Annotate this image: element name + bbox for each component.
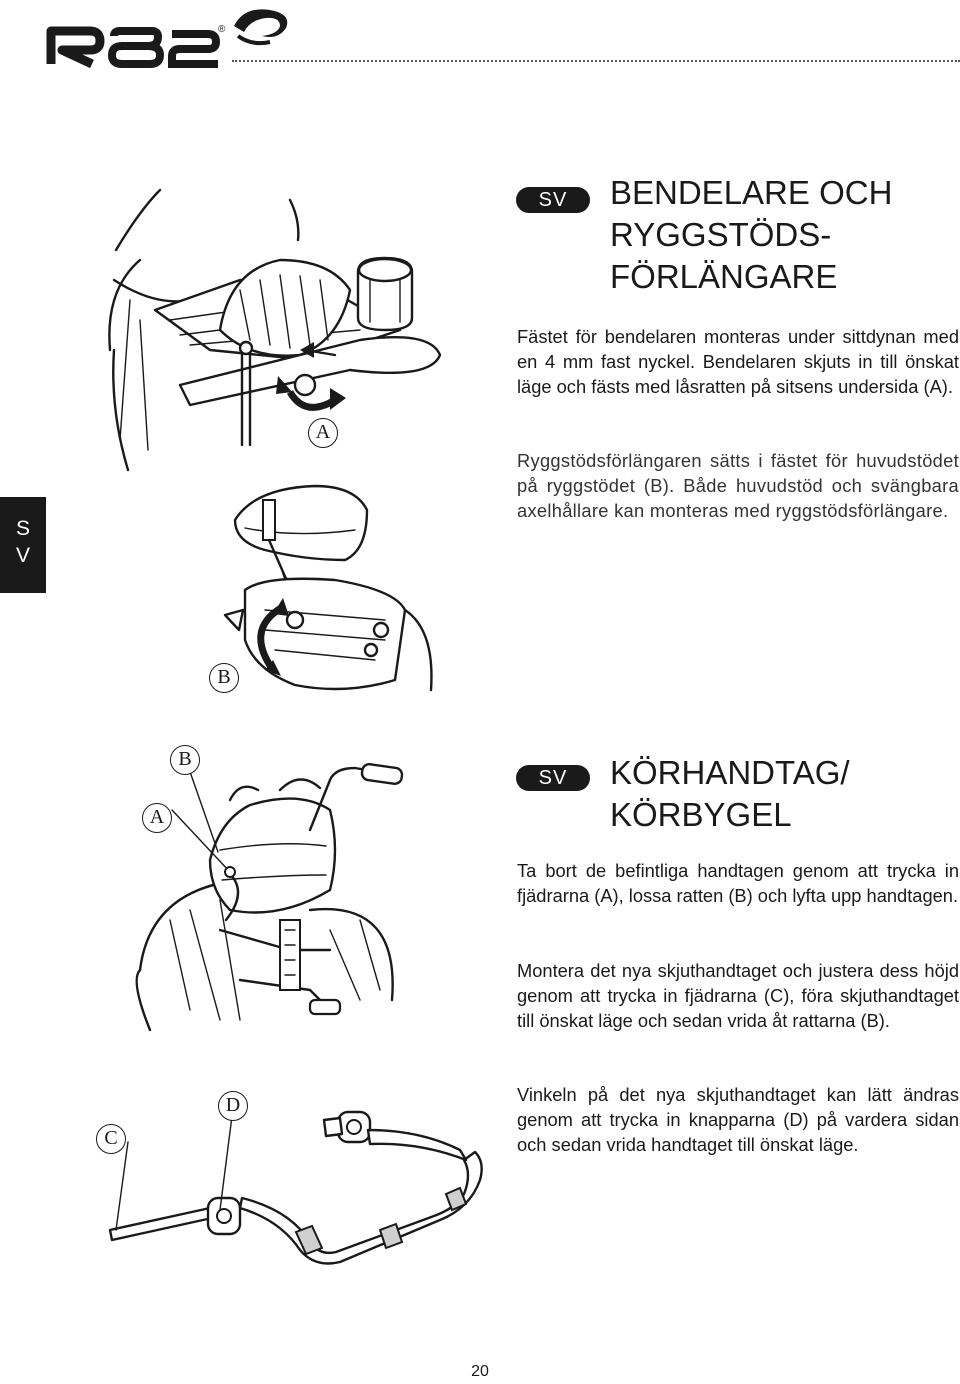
section2-paragraph2: Montera det nya skjuthandtaget och justera dess höjd genom att trycka in fjädrarna (C), föra skjuthandtaget till önskat läge och sedan vrida åt rattarna (B).: [517, 960, 959, 1031]
push-handle-wheelchair-illustration: [130, 750, 430, 1040]
section2-title-line2: KÖRBYGEL: [610, 796, 792, 833]
callout-a-section1: A: [308, 418, 338, 448]
page-number: 20: [471, 1363, 489, 1380]
language-side-tab: [0, 497, 46, 593]
section1-title-line3: FÖRLÄNGARE: [610, 258, 838, 295]
callout-d-section2: D: [218, 1091, 248, 1121]
side-tab-line2: V: [15, 544, 30, 567]
section2-paragraph3: Vinkeln på det nya skjuthandtaget kan lätt ändras genom att trycka in knapparna (D) på vardera sidan och sedan vrida handtaget till önskat läge.: [517, 1084, 959, 1155]
brand-logo: [48, 6, 298, 72]
registered-mark: ®: [218, 24, 226, 35]
section1-title: [610, 172, 892, 298]
header-dotted-rule: [232, 60, 960, 62]
callout-b-section1: B: [209, 663, 239, 693]
language-badge-section1: SV: [516, 187, 590, 213]
push-handle-detail-illustration: [100, 1090, 500, 1280]
section1-paragraph1: Fästet för bendelaren monteras under sittdynan med en 4 mm fast nyckel. Bendelaren skjuts in till önskat läge och fästs med låsratten på sitsens undersida (A).: [517, 326, 959, 397]
section1-title-line2: RYGGSTÖDS-: [610, 216, 832, 253]
section1-title-line1: BENDELARE OCH: [610, 174, 893, 211]
leg-separator-illustration: [100, 180, 440, 470]
section2-paragraph1: Ta bort de befintliga handtagen genom att trycka in fjädrarna (A), lossa ratten (B) och lyfta upp handtagen.: [517, 860, 959, 906]
callout-a-section2: A: [142, 803, 172, 833]
section2-title: [610, 752, 850, 836]
section1-paragraph2: Ryggstödsförlängaren sätts i fästet för huvudstödet på ryggstödet (B). Både huvudstöd och svängbara axelhållare kan monteras med ryggstödsförlängare.: [517, 450, 959, 521]
section2-title-line1: KÖRHANDTAG/: [610, 754, 850, 791]
callout-b-section2: B: [170, 745, 200, 775]
side-tab-line1: S: [15, 517, 30, 540]
language-badge-section2: SV: [516, 765, 590, 791]
r82-logo-mark: [48, 6, 298, 72]
callout-c-section2: C: [96, 1124, 126, 1154]
